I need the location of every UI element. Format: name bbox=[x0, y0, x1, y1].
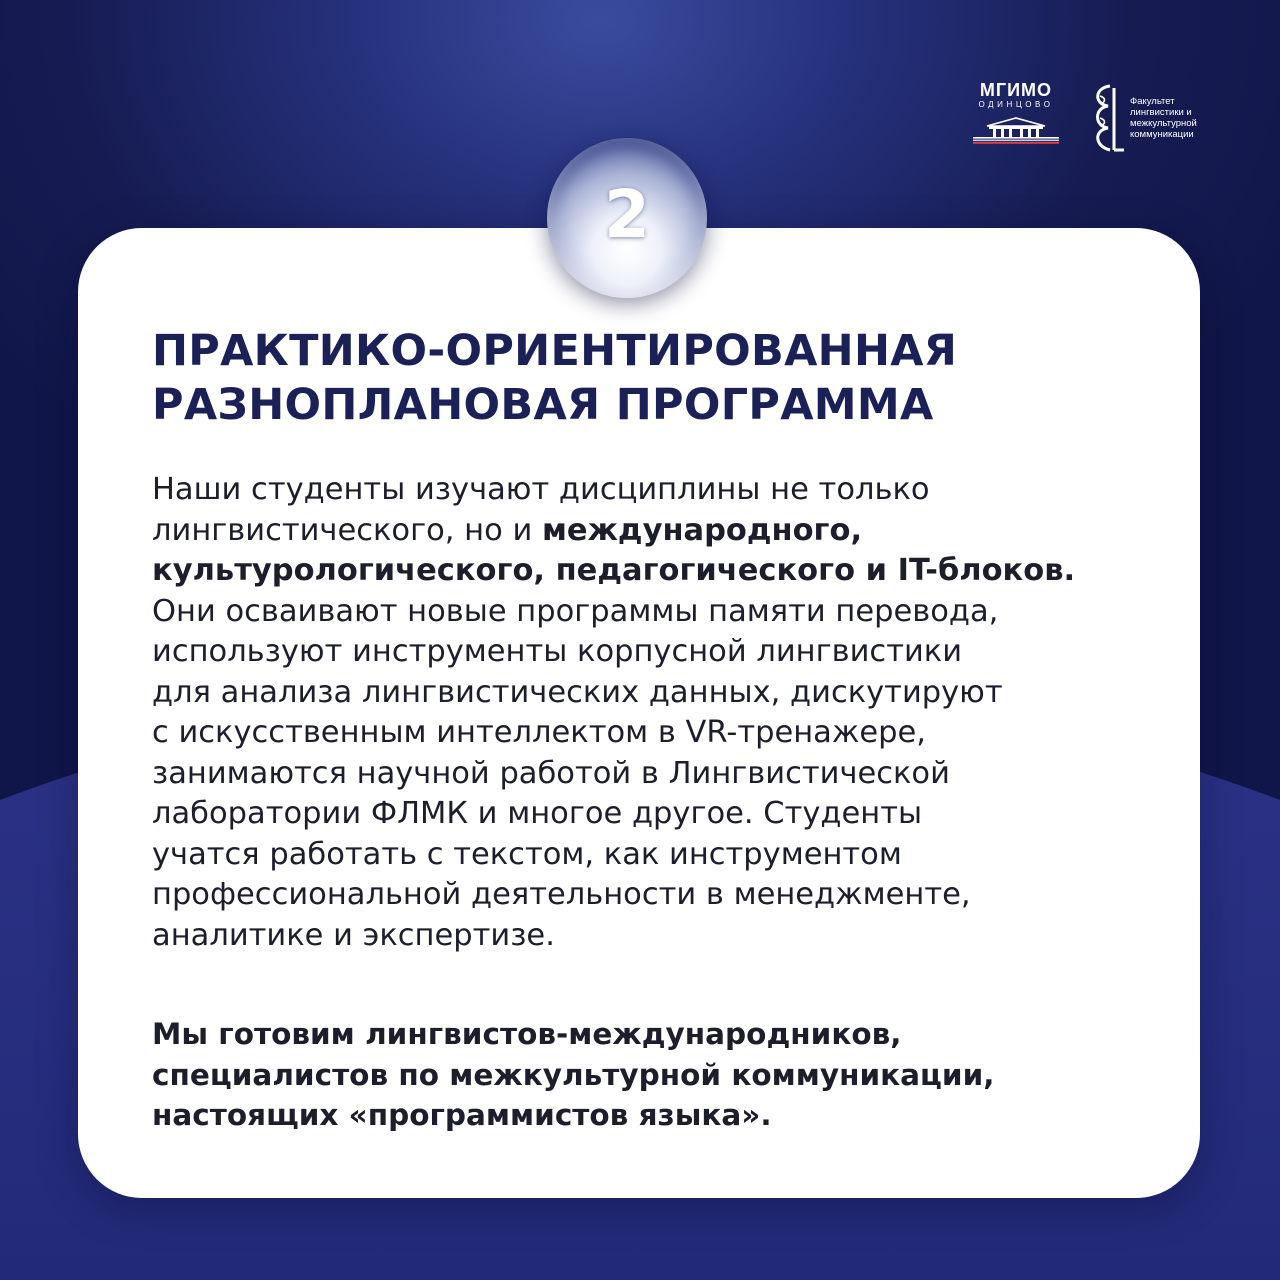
body-line: лаборатории ФЛМК и многое другое. Студенты bbox=[152, 796, 923, 831]
closing-line: настоящих «программистов языка». bbox=[152, 1098, 772, 1132]
step-number: 2 bbox=[604, 176, 650, 253]
body-paragraph bbox=[152, 470, 1162, 956]
body-line: занимаются научной работой в Лингвистической bbox=[152, 755, 950, 791]
body-line: аналитике и экспертизе. bbox=[152, 917, 555, 953]
body-text-highlight: международного, bbox=[541, 512, 863, 548]
body-text-regular: лингвистического, но и bbox=[152, 512, 542, 548]
body-line: с искусственным интеллектом в VR-тренажере, bbox=[152, 715, 926, 750]
body-line: для анализа лингвистических данных, дискутируют bbox=[152, 674, 1003, 710]
faculty-name-line: межкультурной bbox=[1130, 118, 1197, 129]
closing-statement bbox=[152, 1014, 1162, 1136]
faculty-name-line: лингвистики и bbox=[1130, 107, 1192, 118]
body-line bbox=[152, 511, 1162, 552]
faculty-emblem-icon bbox=[1084, 82, 1128, 154]
mgimo-logo-title: МГИМО bbox=[979, 80, 1053, 100]
body-line: Наши студенты изучают дисциплины не только bbox=[152, 472, 930, 507]
closing-line: специалистов по межкультурной коммуникации, bbox=[152, 1057, 995, 1092]
faculty-name bbox=[1130, 96, 1214, 140]
faculty-name-line: Факультет bbox=[1130, 96, 1175, 107]
card-title bbox=[152, 324, 1172, 432]
closing-line: Мы готовим лингвистов-международников, bbox=[152, 1017, 902, 1051]
body-text-highlight: культурологического, педагогического и IT-блоков. bbox=[152, 553, 1076, 588]
step-number-badge bbox=[547, 138, 707, 298]
faculty-name-line: коммуникации bbox=[1130, 129, 1194, 140]
logo-divider bbox=[1076, 86, 1077, 152]
mgimo-logo-subtitle: ОДИНЦОВО bbox=[978, 100, 1054, 109]
body-line: учатся работать с текстом, как инструментом bbox=[152, 836, 902, 872]
header-logos bbox=[960, 80, 1210, 160]
body-line: Они осваивают новые программы памяти перевода, bbox=[152, 593, 999, 629]
card-title-line: РАЗНОПЛАНОВАЯ ПРОГРАММА bbox=[152, 380, 934, 430]
body-line: используют инструменты корпусной лингвистики bbox=[152, 634, 963, 669]
mgimo-logo bbox=[968, 80, 1064, 144]
building-icon bbox=[971, 114, 1061, 144]
card-title-line: ПРАКТИКО-ОРИЕНТИРОВАННАЯ bbox=[152, 326, 958, 376]
body-line: профессиональной деятельности в менеджменте, bbox=[152, 877, 971, 912]
